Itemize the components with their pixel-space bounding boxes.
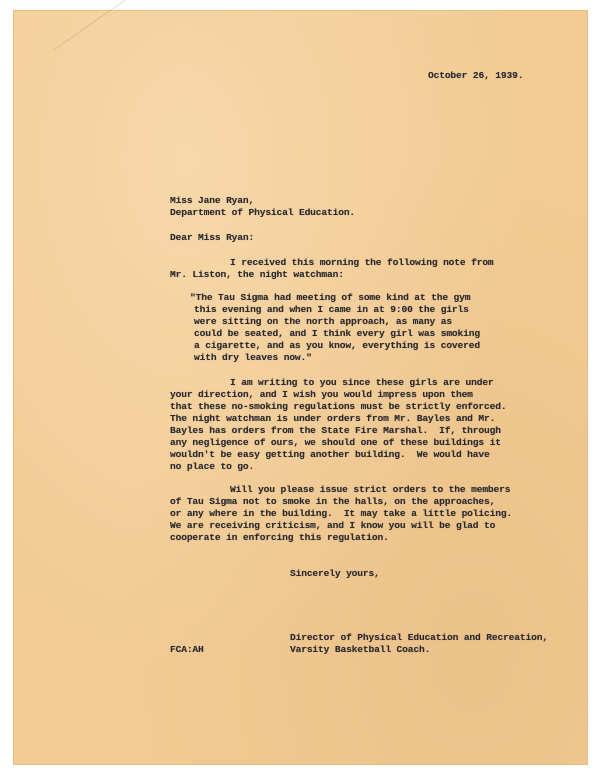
quote-line: this evening and when I came in at 9:00 the girls	[194, 304, 469, 315]
letter-paper	[13, 10, 588, 765]
signature-title: Varsity Basketball Coach.	[290, 644, 431, 655]
signature-title: Director of Physical Education and Recreation,	[290, 632, 548, 643]
paragraph-2-line: any negligence of ours, we should one of these buildings it	[170, 437, 501, 448]
closing: Sincerely yours,	[290, 568, 380, 579]
salutation: Dear Miss Ryan:	[170, 232, 255, 243]
quote-line: were sitting on the north approach, as many as	[194, 316, 452, 327]
recipient-name: Miss Jane Ryan,	[170, 195, 255, 206]
paragraph-3-line: or any where in the building. It may take a little policing.	[170, 508, 513, 519]
paragraph-2-line: that these no-smoking regulations must be strictly enforced.	[170, 401, 507, 412]
quote-line: a cigarette, and as you know, everything is covered	[194, 340, 480, 351]
paragraph-3-line: cooperate in enforcing this regulation.	[170, 532, 389, 543]
quote-line: with dry leaves now."	[194, 352, 312, 363]
paragraph-3-line: Will you please issue strict orders to the members	[230, 484, 511, 495]
paragraph-2-line: no place to go.	[170, 461, 255, 472]
paragraph-1-line: I received this morning the following note from	[230, 257, 494, 268]
quote-line: "The Tau Sigma had meeting of some kind at the gym	[190, 292, 471, 303]
letter-date: October 26, 1939.	[428, 70, 524, 81]
typist-initials: FCA:AH	[170, 644, 204, 655]
paragraph-3-line: of Tau Sigma not to smoke in the halls, on the approaches,	[170, 496, 496, 507]
paragraph-2-line: The night watchman is under orders from Mr. Bayles and Mr.	[170, 413, 496, 424]
paragraph-2-line: your direction, and I wish you would impress upon them	[170, 389, 473, 400]
quote-line: could be seated, and I think every girl was smoking	[194, 328, 480, 339]
paragraph-3-line: We are receiving criticism, and I know you will be glad to	[170, 520, 496, 531]
recipient-department: Department of Physical Education.	[170, 207, 356, 218]
paragraph-1-line: Mr. Liston, the night watchman:	[170, 269, 344, 280]
paragraph-2-line: wouldn't be easy getting another building. We would have	[170, 449, 490, 460]
paragraph-2-line: Bayles has orders from the State Fire Marshal. If, through	[170, 425, 501, 436]
paragraph-2-line: I am writing to you since these girls are under	[230, 377, 494, 388]
